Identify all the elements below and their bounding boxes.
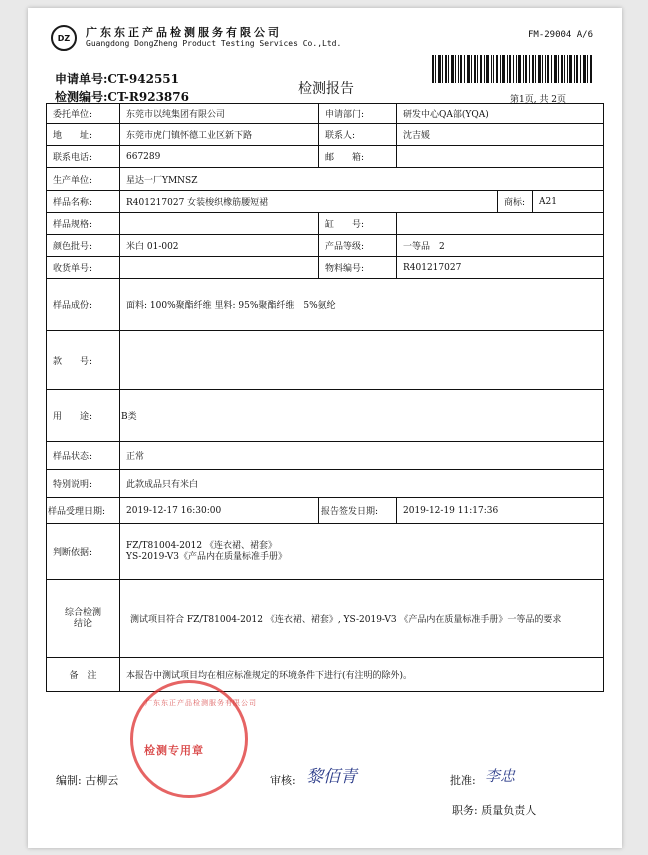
company-logo-icon: DZ xyxy=(51,25,77,51)
table-row xyxy=(47,390,604,442)
table-row xyxy=(47,658,604,692)
address-value: 东莞市虎门镇怀德工业区新下路 xyxy=(120,124,319,146)
table-row xyxy=(47,279,604,331)
special-label: 特别说明: xyxy=(47,470,120,498)
position: 职务: 质量负责人 xyxy=(452,804,537,817)
status-value: 正常 xyxy=(120,442,604,470)
stamp-arc-text: 广东东正产品检测服务有限公司 xyxy=(145,699,257,707)
table-row xyxy=(47,470,604,498)
table-row xyxy=(47,104,604,124)
email-value xyxy=(397,146,604,168)
sample-name-value: R401217027 女装梭织橡筋腰短裙 xyxy=(120,191,498,213)
company-name-cn: 广东东正产品检测服务有限公司 xyxy=(86,26,282,39)
report-table xyxy=(46,103,604,692)
contact-value: 沈吉媛 xyxy=(397,124,604,146)
material-value: R401217027 xyxy=(397,257,604,279)
status-label: 样品状态: xyxy=(47,442,120,470)
material-label: 物料编号: xyxy=(319,257,397,279)
approver-label: 批准: xyxy=(450,774,476,787)
table-row xyxy=(47,331,604,390)
form-code: FM-29004 A/6 xyxy=(528,30,594,40)
table-row xyxy=(47,442,604,470)
phone-value: 667289 xyxy=(120,146,319,168)
table-row xyxy=(47,213,604,235)
receipt-label: 收货单号: xyxy=(47,257,120,279)
sample-name-label: 样品名称: xyxy=(47,191,120,213)
table-row xyxy=(47,498,604,524)
spec-label: 样品规格: xyxy=(47,213,120,235)
style-label: 款 号: xyxy=(47,331,120,390)
issue-date-label: 报告签发日期: xyxy=(319,498,397,524)
client-value: 东莞市以纯集团有限公司 xyxy=(120,104,319,124)
remark-label: 备 注 xyxy=(47,658,120,692)
contact-label: 联系人: xyxy=(319,124,397,146)
style-value xyxy=(120,331,604,390)
receipt-value xyxy=(120,257,319,279)
stamp-text: 检测专用章 xyxy=(144,744,204,757)
trademark-label: 商标: xyxy=(498,191,533,213)
vat-value xyxy=(397,213,604,235)
table-row xyxy=(47,124,604,146)
dept-value: 研发中心QA部(YQA) xyxy=(397,104,604,124)
phone-label: 联系电话: xyxy=(47,146,120,168)
basis-line-1: FZ/T81004-2012 《连衣裙、裙套》 xyxy=(126,540,277,551)
reviewer-signature: 黎佰青 xyxy=(306,767,357,787)
grade-value: 一等品 2 xyxy=(397,235,604,257)
usage-label: 用 途: xyxy=(47,390,120,442)
color-value: 米白 01-002 xyxy=(120,235,319,257)
conclusion-label-line-2: 结论 xyxy=(73,618,92,629)
basis-value xyxy=(120,524,604,580)
application-number: 申请单号:CT-942551 xyxy=(55,72,180,86)
report-page xyxy=(28,8,622,848)
producer-label: 生产单位: xyxy=(47,168,120,191)
trademark-value: A21 xyxy=(533,191,604,213)
conclusion-label xyxy=(47,580,120,658)
report-title: 检测报告 xyxy=(298,81,354,97)
client-label: 委托单位: xyxy=(47,104,120,124)
accept-date-label: 样品受理日期: xyxy=(47,498,120,524)
producer-value: 星达一厂YMNSZ xyxy=(120,168,604,191)
test-number: 检测编号:CT-R923876 xyxy=(55,90,189,104)
table-row xyxy=(47,524,604,580)
barcode-icon xyxy=(432,55,592,83)
composition-label: 样品成份: xyxy=(47,279,120,331)
basis-label: 判断依据: xyxy=(47,524,120,580)
color-label: 颜色批号: xyxy=(47,235,120,257)
company-name-en: Guangdong DongZheng Product Testing Services Co.,Ltd. xyxy=(86,39,342,48)
table-row xyxy=(47,168,604,191)
address-label: 地 址: xyxy=(47,124,120,146)
grade-label: 产品等级: xyxy=(319,235,397,257)
special-value: 此款成品只有米白 xyxy=(120,470,604,498)
page-number: 第1页, 共 2页 xyxy=(510,95,567,105)
composition-value: 面料: 100%聚酯纤维 里料: 95%聚酯纤维 5%氨纶 xyxy=(120,279,604,331)
conclusion-value: 测试项目符合 FZ/T81004-2012 《连衣裙、裙套》, YS-2019-V3 《产品内在质量标准手册》一等品的要求 xyxy=(120,580,604,658)
issue-date-value: 2019-12-19 11:17:36 xyxy=(397,498,604,524)
email-label: 邮 箱: xyxy=(319,146,397,168)
spec-value xyxy=(120,213,319,235)
usage-value: B类 xyxy=(120,390,604,442)
table-row xyxy=(47,146,604,168)
vat-label: 缸 号: xyxy=(319,213,397,235)
reviewer-label: 审核: xyxy=(270,774,296,787)
table-row xyxy=(47,580,604,658)
dept-label: 申请部门: xyxy=(319,104,397,124)
table-row xyxy=(47,191,604,213)
accept-date-value: 2019-12-17 16:30:00 xyxy=(120,498,319,524)
prepared-by: 编制: 古柳云 xyxy=(56,774,119,787)
table-row xyxy=(47,235,604,257)
remark-value: 本报告中测试项目均在相应标准规定的环境条件下进行(有注明的除外)。 xyxy=(120,658,604,692)
table-row xyxy=(47,257,604,279)
conclusion-label-line-1: 综合检测 xyxy=(64,607,101,618)
basis-line-2: YS-2019-V3《产品内在质量标准手册》 xyxy=(126,551,287,562)
approver-signature: 李忠 xyxy=(485,767,516,785)
